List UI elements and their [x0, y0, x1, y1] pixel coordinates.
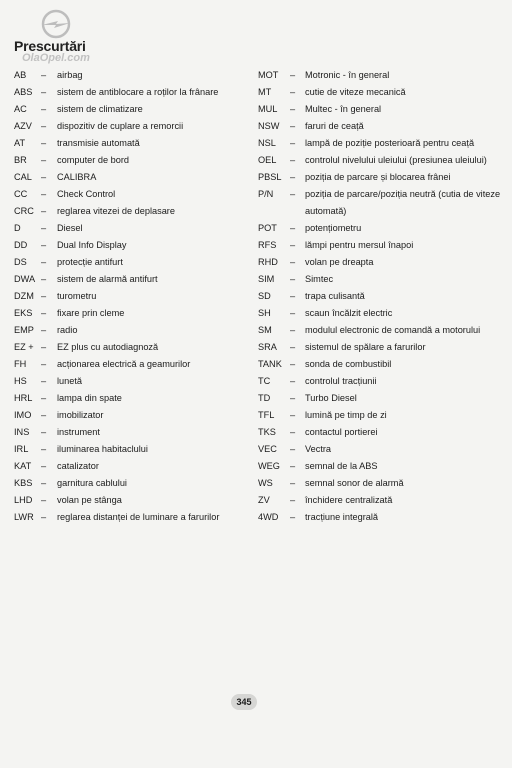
abbreviation-description: tracțiune integrală: [305, 512, 379, 522]
abbreviation-row: [258, 356, 508, 373]
separator-dash: –: [41, 121, 47, 131]
abbreviation-code: KBS: [14, 478, 33, 488]
abbreviation-description: sistem de climatizare: [57, 104, 143, 114]
abbreviation-description: transmisie automată: [57, 138, 140, 148]
abbreviation-description: Turbo Diesel: [305, 393, 357, 403]
abbreviation-description: reglarea distanței de luminare a farurilor: [57, 512, 220, 522]
abbreviation-description: poziția de parcare și blocarea frânei: [305, 172, 451, 182]
abbreviation-code: BR: [14, 155, 27, 165]
abbreviation-description: potențiometru: [305, 223, 362, 233]
abbreviation-code: MT: [258, 87, 272, 97]
abbreviation-code: PBSL: [258, 172, 282, 182]
abbreviation-code: FH: [14, 359, 27, 369]
abbreviation-code: EMP: [14, 325, 34, 335]
abbreviation-code: VEC: [258, 444, 277, 454]
abbreviation-row: [258, 101, 508, 118]
abbreviation-code: WEG: [258, 461, 280, 471]
separator-dash: –: [290, 138, 296, 148]
abbreviation-description: lampă de poziție posterioară pentru ceață: [305, 138, 475, 148]
abbreviation-row: [14, 322, 254, 339]
site-watermark: OlaOpel.com: [22, 52, 90, 64]
abbreviation-description: semnal sonor de alarmă: [305, 478, 404, 488]
abbreviation-row: [14, 135, 254, 152]
separator-dash: –: [290, 512, 296, 522]
abbreviation-row: [14, 424, 254, 441]
separator-dash: –: [41, 291, 47, 301]
abbreviation-code: WS: [258, 478, 273, 488]
abbreviation-code: DWA: [14, 274, 36, 284]
abbreviation-code: SM: [258, 325, 272, 335]
abbreviation-description: poziția de parcare/poziția neutră (cutia de viteze automată): [305, 189, 501, 216]
abbreviation-description: instrument: [57, 427, 100, 437]
abbreviation-code: TFL: [258, 410, 275, 420]
separator-dash: –: [41, 393, 47, 403]
abbreviation-row: [14, 203, 254, 220]
abbreviation-row: [258, 67, 508, 84]
abbreviation-row: [258, 441, 508, 458]
abbreviation-row: [258, 186, 508, 220]
separator-dash: –: [41, 274, 47, 284]
separator-dash: –: [290, 274, 296, 284]
abbreviation-row: [14, 169, 254, 186]
abbreviation-row: [14, 407, 254, 424]
separator-dash: –: [41, 257, 47, 267]
abbreviation-description: contactul portierei: [305, 427, 378, 437]
abbreviation-code: SH: [258, 308, 271, 318]
abbreviation-code: DZM: [14, 291, 34, 301]
abbreviation-row: [14, 84, 254, 101]
separator-dash: –: [290, 155, 296, 165]
abbreviation-code: RFS: [258, 240, 277, 250]
separator-dash: –: [290, 70, 296, 80]
abbreviation-code: D: [14, 223, 21, 233]
abbreviation-description: Motronic - în general: [305, 70, 390, 80]
abbreviation-row: [14, 458, 254, 475]
abbreviation-code: RHD: [258, 257, 278, 267]
separator-dash: –: [290, 359, 296, 369]
abbreviation-row: [258, 458, 508, 475]
abbreviation-row: [258, 407, 508, 424]
abbreviation-row: [258, 509, 508, 526]
abbreviation-code: SRA: [258, 342, 277, 352]
abbreviation-code: HS: [14, 376, 27, 386]
separator-dash: –: [41, 155, 47, 165]
abbreviation-row: [14, 101, 254, 118]
abbreviation-description: Vectra: [305, 444, 332, 454]
abbreviation-code: DS: [14, 257, 27, 267]
separator-dash: –: [41, 359, 47, 369]
separator-dash: –: [41, 410, 47, 420]
abbreviation-code: OEL: [258, 155, 277, 165]
abbreviation-description: garnitura cablului: [57, 478, 127, 488]
abbreviation-description: Simtec: [305, 274, 334, 284]
abbreviation-row: [14, 118, 254, 135]
separator-dash: –: [290, 342, 296, 352]
separator-dash: –: [290, 121, 296, 131]
abbreviation-row: [258, 84, 508, 101]
abbreviation-code: P/N: [258, 189, 274, 199]
separator-dash: –: [290, 189, 296, 199]
abbreviation-row: [14, 186, 254, 203]
abbreviation-row: [14, 339, 254, 356]
abbreviation-description: fixare prin cleme: [57, 308, 125, 318]
separator-dash: –: [41, 87, 47, 97]
abbreviation-description: controlul nivelului uleiului (presiunea uleiului): [305, 155, 487, 165]
abbreviation-row: [14, 509, 254, 526]
abbreviation-code: TD: [258, 393, 271, 403]
abbreviation-code: AT: [14, 138, 26, 148]
abbreviation-row: [14, 441, 254, 458]
abbreviation-code: IMO: [14, 410, 32, 420]
abbreviation-code: CAL: [14, 172, 32, 182]
abbreviation-row: [258, 237, 508, 254]
separator-dash: –: [41, 478, 47, 488]
abbreviation-description: scaun încălzit electric: [305, 308, 393, 318]
separator-dash: –: [290, 240, 296, 250]
abbreviation-description: cutie de viteze mecanică: [305, 87, 406, 97]
abbreviation-row: [258, 152, 508, 169]
abbreviation-code: SIM: [258, 274, 275, 284]
abbreviation-description: lampa din spate: [57, 393, 122, 403]
separator-dash: –: [290, 495, 296, 505]
separator-dash: –: [41, 308, 47, 318]
separator-dash: –: [41, 138, 47, 148]
abbreviation-row: [14, 220, 254, 237]
abbreviation-description: acționarea electrică a geamurilor: [57, 359, 191, 369]
abbreviation-description: controlul tracțiunii: [305, 376, 377, 386]
abbreviation-description: Check Control: [57, 189, 116, 199]
abbreviation-row: [14, 373, 254, 390]
abbreviation-row: [14, 492, 254, 509]
abbreviation-code: MUL: [258, 104, 278, 114]
separator-dash: –: [290, 444, 296, 454]
abbreviation-description: sonda de combustibil: [305, 359, 392, 369]
page-title: Prescurtări: [14, 38, 86, 54]
abbreviation-row: [258, 339, 508, 356]
abbreviation-description: catalizator: [57, 461, 99, 471]
abbreviation-row: [258, 288, 508, 305]
separator-dash: –: [290, 172, 296, 182]
separator-dash: –: [290, 376, 296, 386]
separator-dash: –: [290, 87, 296, 97]
separator-dash: –: [41, 376, 47, 386]
abbreviation-row: [14, 390, 254, 407]
abbreviation-description: Diesel: [57, 223, 83, 233]
abbreviation-row: [14, 288, 254, 305]
abbreviation-description: radio: [57, 325, 78, 335]
separator-dash: –: [290, 461, 296, 471]
abbreviation-description: reglarea vitezei de deplasare: [57, 206, 175, 216]
abbreviation-code: IRL: [14, 444, 29, 454]
separator-dash: –: [290, 325, 296, 335]
abbreviation-code: ZV: [258, 495, 270, 505]
abbreviation-code: LHD: [14, 495, 33, 505]
abbreviation-description: dispozitiv de cuplare a remorcii: [57, 121, 184, 131]
abbreviation-code: AZV: [14, 121, 32, 131]
abbreviation-row: [258, 169, 508, 186]
abbreviation-description: volan pe stânga: [57, 495, 122, 505]
separator-dash: –: [290, 291, 296, 301]
separator-dash: –: [290, 308, 296, 318]
separator-dash: –: [41, 325, 47, 335]
separator-dash: –: [41, 495, 47, 505]
abbreviation-code: NSW: [258, 121, 280, 131]
abbreviation-code: CC: [14, 189, 28, 199]
separator-dash: –: [290, 104, 296, 114]
abbreviation-code: AC: [14, 104, 27, 114]
abbreviation-code: TC: [258, 376, 271, 386]
abbreviation-code: 4WD: [258, 512, 279, 522]
abbreviation-code: INS: [14, 427, 30, 437]
separator-dash: –: [41, 342, 47, 352]
abbreviation-code: POT: [258, 223, 277, 233]
abbreviation-code: KAT: [14, 461, 32, 471]
abbreviation-code: CRC: [14, 206, 34, 216]
abbreviation-description: turometru: [57, 291, 97, 301]
abbreviation-row: [258, 322, 508, 339]
separator-dash: –: [290, 478, 296, 488]
abbreviation-description: faruri de ceață: [305, 121, 364, 131]
abbreviation-description: imobilizator: [57, 410, 104, 420]
abbreviation-description: protecție antifurt: [57, 257, 123, 267]
separator-dash: –: [290, 410, 296, 420]
separator-dash: –: [41, 444, 47, 454]
abbreviation-row: [258, 390, 508, 407]
abbreviation-row: [258, 135, 508, 152]
separator-dash: –: [290, 393, 296, 403]
abbreviation-row: [14, 152, 254, 169]
abbreviation-description: CALIBRA: [57, 172, 97, 182]
abbreviation-description: lămpi pentru mersul înapoi: [305, 240, 414, 250]
separator-dash: –: [41, 206, 47, 216]
abbreviation-code: NSL: [258, 138, 276, 148]
separator-dash: –: [41, 461, 47, 471]
abbreviation-description: lumină pe timp de zi: [305, 410, 387, 420]
abbreviation-description: semnal de la ABS: [305, 461, 378, 471]
abbreviation-row: [258, 220, 508, 237]
abbreviation-row: [258, 254, 508, 271]
abbreviation-row: [258, 118, 508, 135]
separator-dash: –: [41, 512, 47, 522]
abbreviation-description: Dual Info Display: [57, 240, 127, 250]
abbreviation-list-right: [258, 67, 508, 526]
abbreviation-code: TANK: [258, 359, 282, 369]
separator-dash: –: [41, 70, 47, 80]
abbreviation-description: Multec - în general: [305, 104, 382, 114]
separator-dash: –: [41, 172, 47, 182]
abbreviation-row: [14, 237, 254, 254]
abbreviation-description: sistemul de spălare a farurilor: [305, 342, 426, 352]
abbreviation-row: [14, 67, 254, 84]
abbreviation-row: [14, 254, 254, 271]
abbreviation-code: ABS: [14, 87, 33, 97]
separator-dash: –: [41, 223, 47, 233]
abbreviation-description: trapa culisantă: [305, 291, 365, 301]
separator-dash: –: [41, 104, 47, 114]
abbreviation-code: DD: [14, 240, 28, 250]
abbreviation-row: [14, 271, 254, 288]
abbreviation-code: LWR: [14, 512, 34, 522]
abbreviation-description: computer de bord: [57, 155, 130, 165]
separator-dash: –: [290, 427, 296, 437]
separator-dash: –: [290, 223, 296, 233]
abbreviation-code: EZ +: [14, 342, 34, 352]
abbreviation-row: [258, 305, 508, 322]
separator-dash: –: [290, 257, 296, 267]
separator-dash: –: [41, 427, 47, 437]
separator-dash: –: [41, 240, 47, 250]
abbreviation-description: lunetă: [57, 376, 83, 386]
abbreviation-row: [258, 475, 508, 492]
abbreviation-row: [14, 475, 254, 492]
abbreviation-code: SD: [258, 291, 271, 301]
abbreviation-row: [258, 492, 508, 509]
page-number: 345: [231, 694, 257, 710]
separator-dash: –: [41, 189, 47, 199]
abbreviation-row: [258, 373, 508, 390]
abbreviation-code: AB: [14, 70, 27, 80]
abbreviation-description: EZ plus cu autodiagnoză: [57, 342, 159, 352]
abbreviation-row: [258, 424, 508, 441]
abbreviation-description: iluminarea habitaclului: [57, 444, 148, 454]
abbreviation-list-left: [14, 67, 254, 526]
abbreviation-code: TKS: [258, 427, 276, 437]
abbreviation-row: [258, 271, 508, 288]
abbreviation-description: sistem de antiblocare a roților la frânare: [57, 87, 219, 97]
abbreviation-description: volan pe dreapta: [305, 257, 374, 267]
abbreviation-description: modulul electronic de comandă a motorului: [305, 325, 481, 335]
abbreviation-row: [14, 305, 254, 322]
abbreviation-code: HRL: [14, 393, 33, 403]
abbreviation-row: [14, 356, 254, 373]
abbreviation-description: airbag: [57, 70, 83, 80]
abbreviation-code: EKS: [14, 308, 33, 318]
abbreviation-description: închidere centralizată: [305, 495, 393, 505]
abbreviation-description: sistem de alarmă antifurt: [57, 274, 158, 284]
abbreviation-code: MOT: [258, 70, 279, 80]
